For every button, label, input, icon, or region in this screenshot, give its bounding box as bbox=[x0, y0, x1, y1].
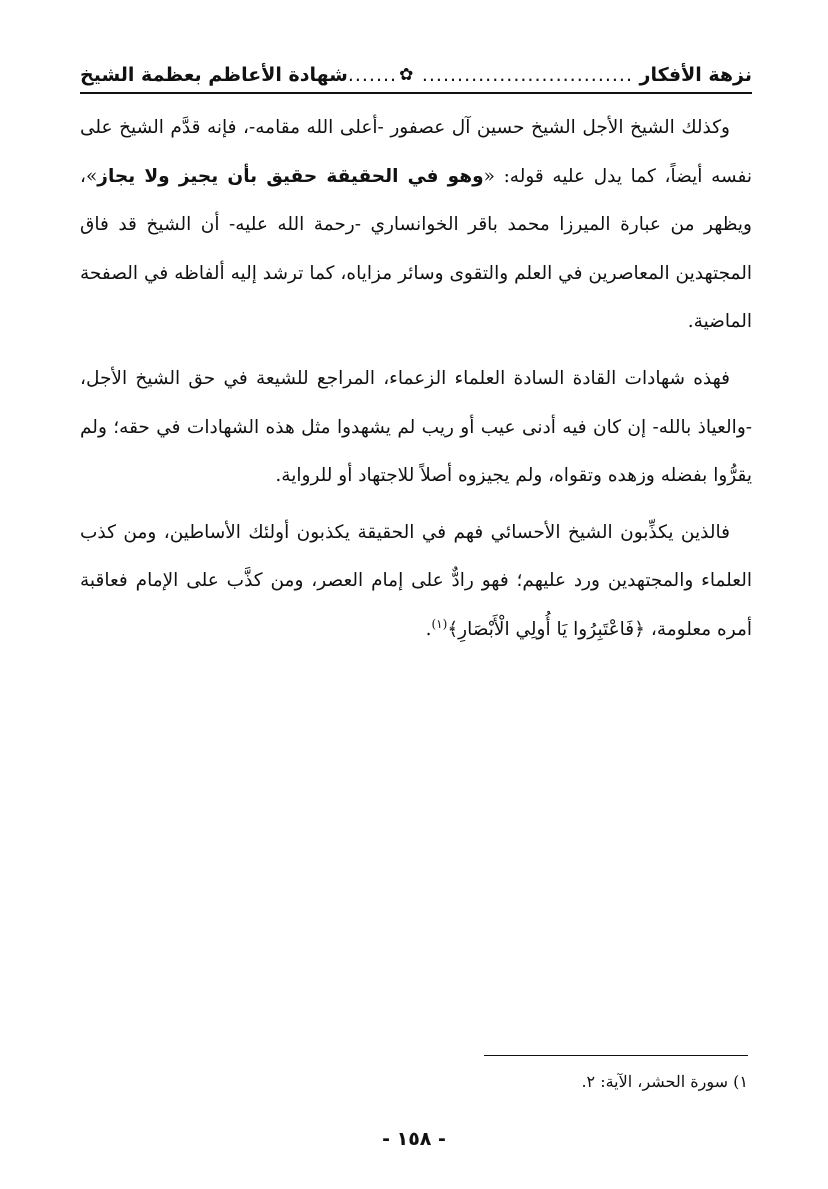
paragraph bbox=[80, 355, 752, 501]
header-leader-dots-short: ....... bbox=[347, 64, 398, 86]
footnote-separator bbox=[484, 1055, 748, 1056]
paragraph-text: فهذه شهادات القادة السادة العلماء الزعماء، المراجع للشيعة في حق الشيخ الأجل، -والعياذ بالله- إن كان فيه أدنى عيب أو ريب لم يشهدوا مثل هذه الشهادات في حقه؛ ولم يقرُّوا بفضله وزهده وتقواه، ولم يجيزوه أصلاً للاجتهاد أو للرواية. bbox=[80, 367, 752, 487]
header-rule bbox=[80, 92, 752, 94]
paragraph-text: فالذين يكذِّبون الشيخ الأحسائي فهم في الحقيقة يكذبون أولئك الأساطين، ومن كذب العلماء والمجتهدين ورد عليهم؛ فهو رادٌّ على إمام العصر، ومن كذَّب على الإمام فعاقبة أمره معلومة، bbox=[80, 521, 752, 640]
bold-quote: وهو في الحقيقة حقيق بأن يجيز ولا يجاز bbox=[97, 165, 484, 187]
running-header bbox=[80, 58, 752, 92]
footnote-reference: (١) bbox=[431, 616, 448, 631]
paragraph bbox=[80, 104, 752, 347]
sentence-end: . bbox=[425, 618, 432, 640]
book-title: نزهة الأفكار bbox=[639, 64, 752, 86]
chapter-title: شهادة الأعاظم بعظمة الشيخ bbox=[80, 64, 348, 86]
flower-ornament-icon: ✿ bbox=[399, 65, 414, 85]
page-number: - ١٥٨ - bbox=[382, 1128, 446, 1150]
quran-verse: ﴿فَاعْتَبِرُوا يَا أُولِي الْأَبْصَارِ﴾ bbox=[447, 618, 645, 640]
main-text bbox=[80, 104, 752, 663]
footnote: ١) سورة الحشر، الآية: ٢. bbox=[581, 1072, 748, 1091]
paragraph-text: وكذلك الشيخ الأجل الشيخ حسين آل عصفور -أعلى الله مقامه-، فإنه قدَّم الشيخ على نفسه أيضاً، كما يدل عليه قوله: « bbox=[80, 117, 752, 187]
paragraph bbox=[80, 509, 752, 655]
header-leader-dots: .............................. bbox=[421, 64, 634, 86]
paragraph-text: »، ويظهر من عبارة الميرزا محمد باقر الخوانساري -رحمة الله عليه- أن الشيخ قد فاق المجتهدين المعاصرين في العلم والتقوى وسائر مزاياه، كما ترشد إليه ألفاظه في الصفحة الماضية. bbox=[80, 165, 752, 333]
